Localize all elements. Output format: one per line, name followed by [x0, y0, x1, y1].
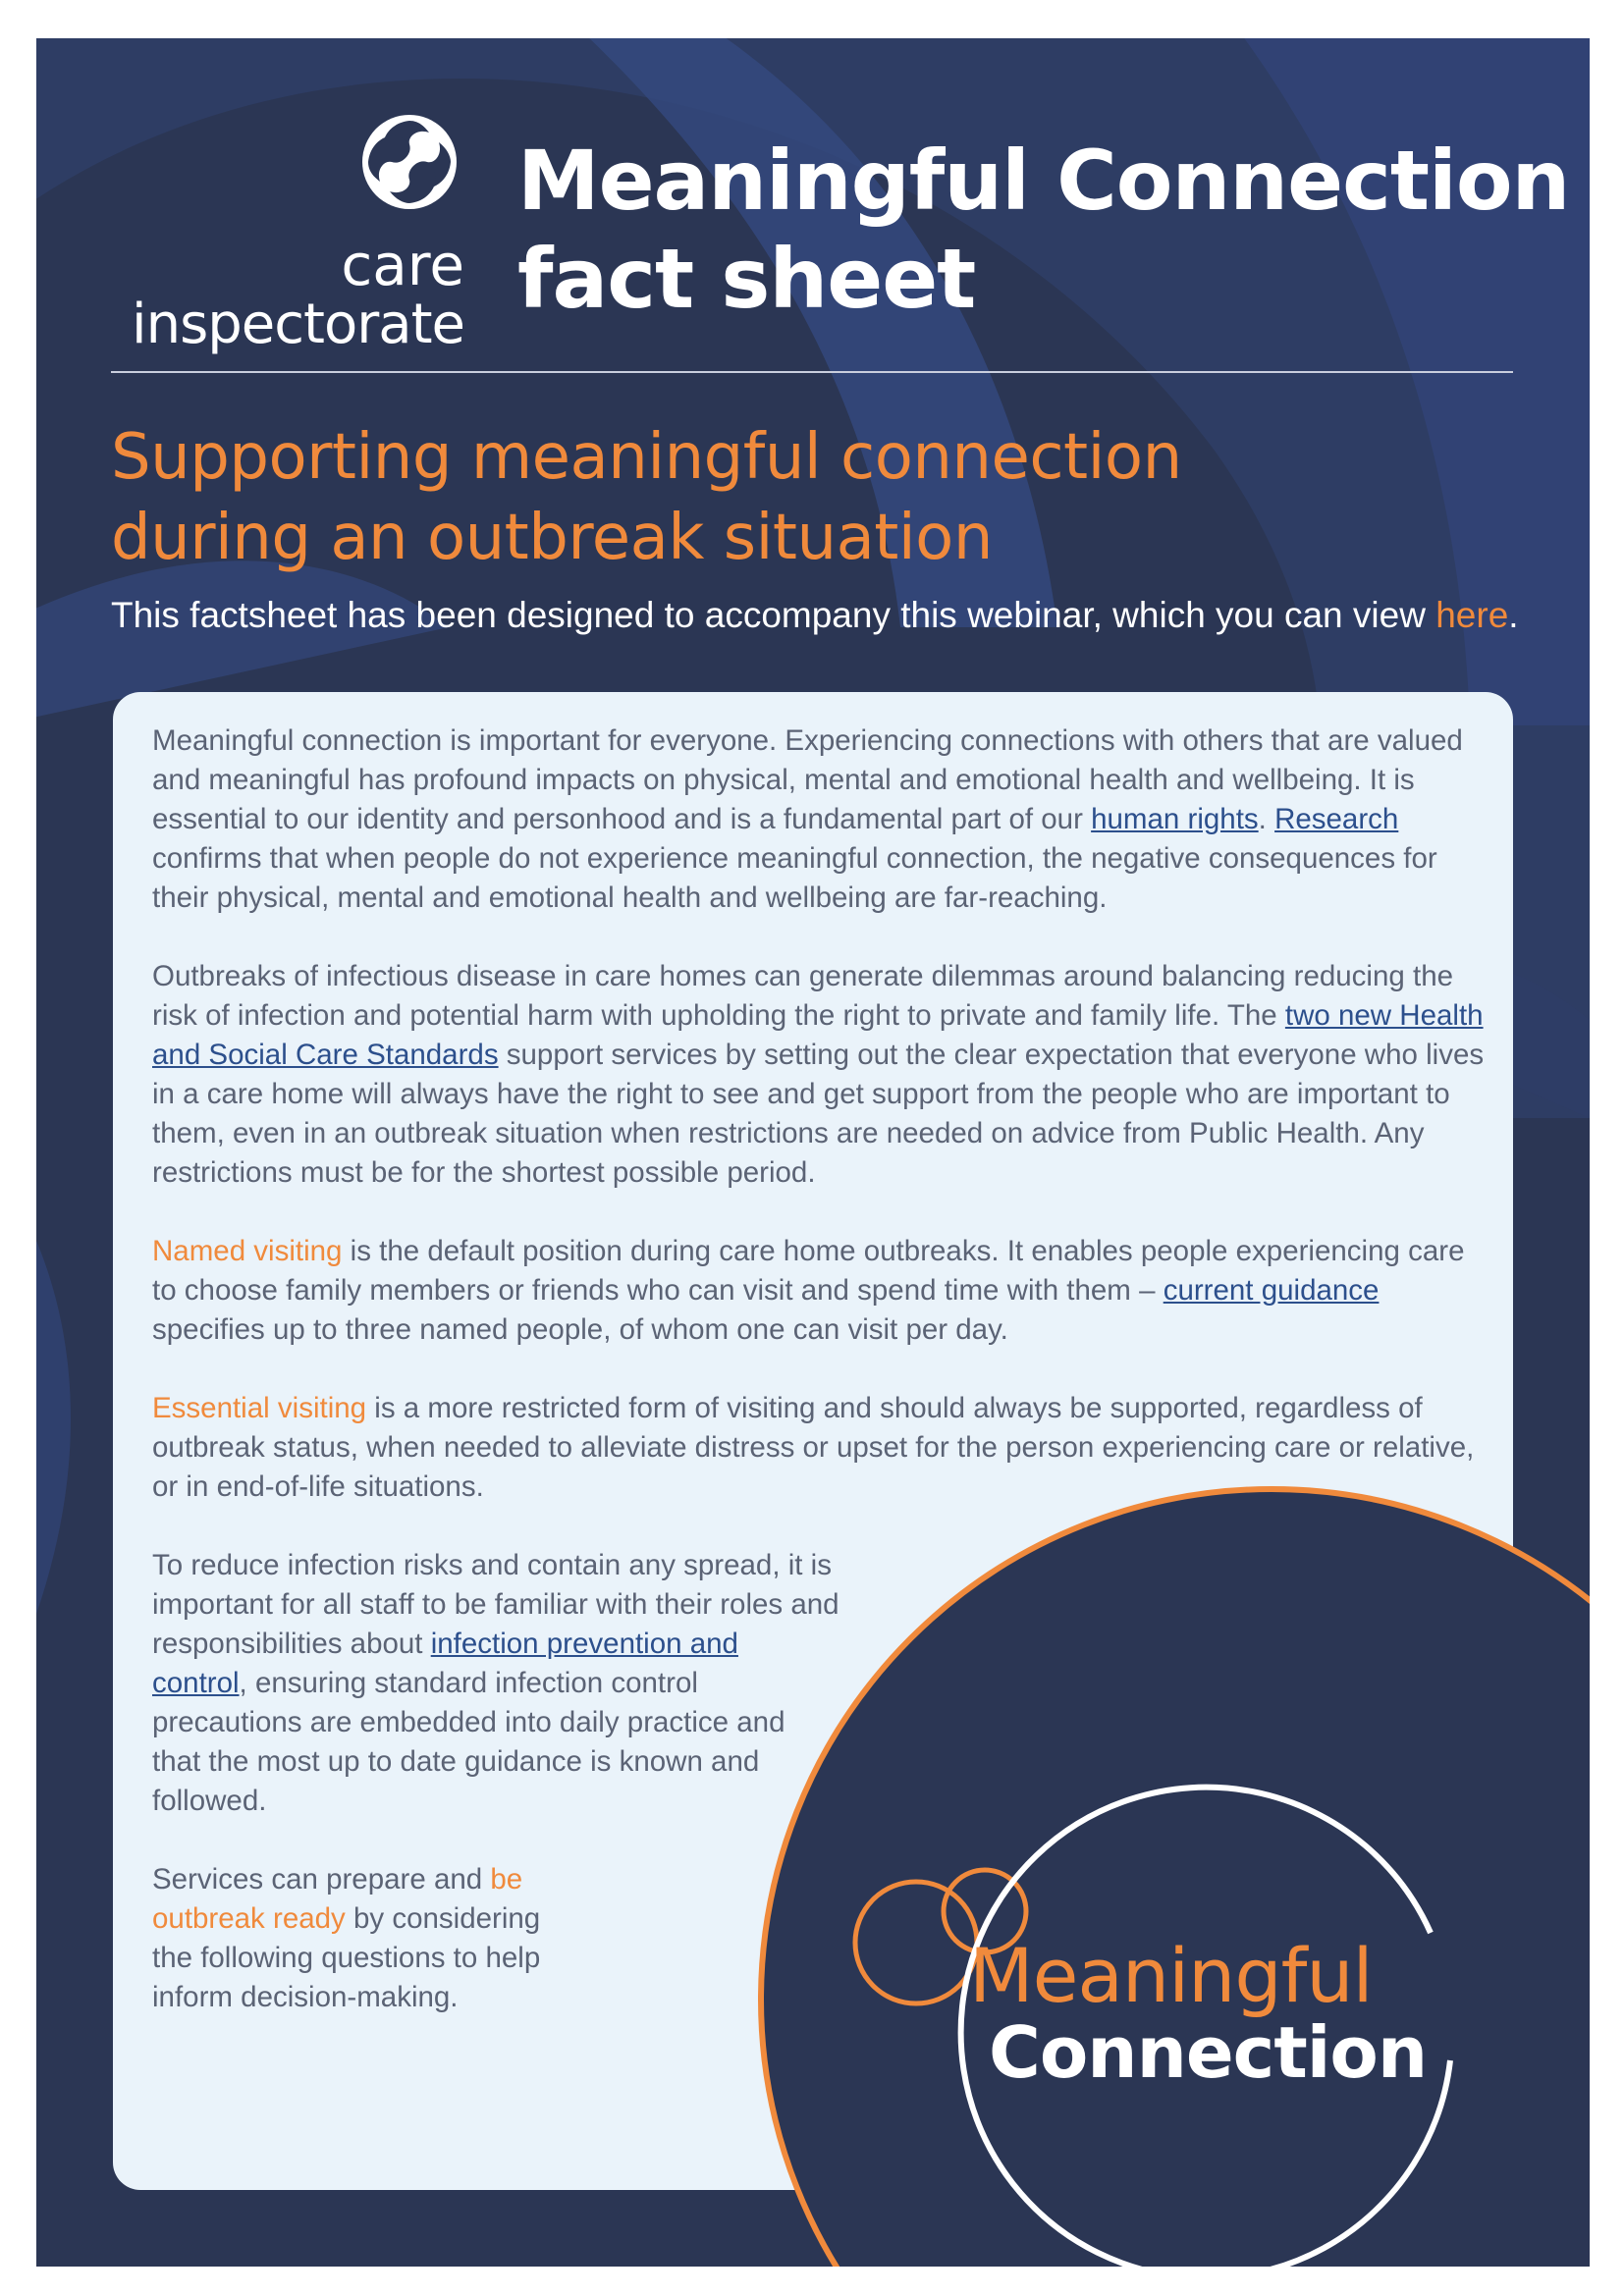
- health-social-care-standards-link[interactable]: two new Health and Social Care Standards: [152, 999, 1484, 1071]
- subtitle-line-2: during an outbreak situation: [111, 502, 993, 574]
- title-line-1: Meaningful Connection: [517, 133, 1570, 229]
- research-link[interactable]: Research: [1274, 803, 1399, 835]
- p5-text-a: To reduce infection risks and contain any spread, it is important for all staff to be familiar with their roles and responsibilities about: [152, 1549, 839, 1660]
- infection-prevention-link[interactable]: infection prevention and control: [152, 1628, 738, 1699]
- p1-text-a: Meaningful connection is important for everyone. Experiencing connections with others that are valued and meaningful has profound impacts on physical, mental and emotional health and wellbeing. It is essential to our identity and personhood and is a fundamental part of our: [152, 724, 1463, 835]
- p3-text-a: is the default position during care home outbreaks. It enables people experiencing care to choose family members or friends who can visit and spend time with them –: [152, 1235, 1465, 1307]
- outbreak-ready-highlight: be outbreak ready: [152, 1863, 523, 1935]
- p2-text-a: Outbreaks of infectious disease in care homes can generate dilemmas around balancing reducing the risk of infection and potential harm with upholding the right to private and family life. The: [152, 960, 1454, 1032]
- webinar-here-link[interactable]: here: [1435, 595, 1509, 635]
- title-line-2: fact sheet: [517, 231, 976, 327]
- logo-text-care: care: [341, 232, 464, 298]
- human-rights-link[interactable]: human rights: [1091, 803, 1259, 835]
- p4-text-a: is a more restricted form of visiting and should always be supported, regardless of outbreak status, when needed to alleviate distress or upset for the person experiencing care or relative, or in end-of-life situations.: [152, 1392, 1475, 1503]
- badge-word-meaningful: Meaningful: [969, 1932, 1373, 2019]
- p3-text-b: specifies up to three named people, of whom one can visit per day.: [152, 1313, 1008, 1346]
- p6-text-b: by considering the following questions to help inform decision-making.: [152, 1902, 541, 2013]
- p1-text-b: .: [1258, 803, 1275, 835]
- subtitle-line-1: Supporting meaningful connection: [111, 421, 1182, 494]
- current-guidance-link[interactable]: current guidance: [1163, 1274, 1380, 1307]
- named-visiting-highlight: Named visiting: [152, 1235, 343, 1267]
- logo-text-inspectorate: inspectorate: [132, 293, 464, 356]
- p2-text-b: support services by setting out the clear expectation that everyone who lives in a care home will always have the right to see and get support from the people who are important to them, even in an outbreak situation when restrictions are needed on advice from Public Health. Any restrictions must be for the shortest possible period.: [152, 1039, 1485, 1189]
- fact-sheet-page: [36, 38, 1590, 2267]
- intro-end: .: [1508, 595, 1519, 635]
- p5-text-b: , ensuring standard infection control precautions are embedded into daily practice and that the most up to date guidance is known and followed.: [152, 1667, 785, 1817]
- badge-word-connection: Connection: [989, 2011, 1428, 2094]
- intro-sentence: This factsheet has been designed to accompany this webinar, which you can view: [111, 595, 1436, 635]
- p1-text-c: confirms that when people do not experience meaningful connection, the negative consequences for their physical, mental and emotional health and wellbeing are far-reaching.: [152, 842, 1437, 914]
- essential-visiting-highlight: Essential visiting: [152, 1392, 367, 1424]
- p6-text-a: Services can prepare and: [152, 1863, 491, 1896]
